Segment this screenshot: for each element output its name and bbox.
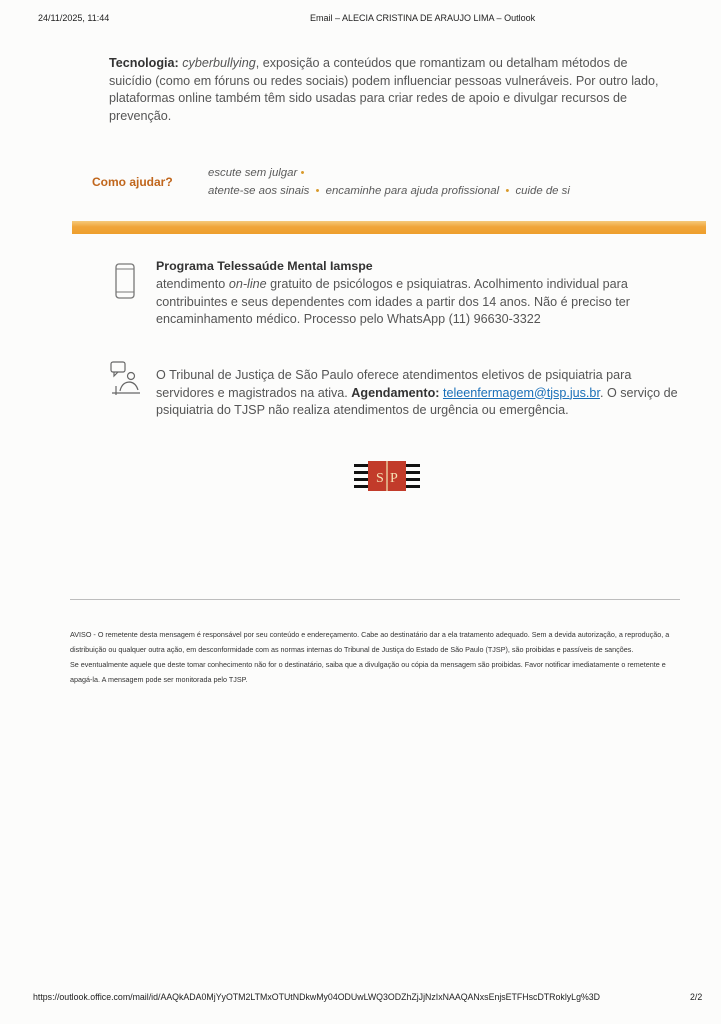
program-title: Programa Telessaúde Mental Iamspe: [156, 259, 373, 273]
help-item: cuide de si: [515, 185, 570, 197]
help-item: encaminhe para ajuda profissional: [325, 185, 500, 197]
section-divider: [72, 221, 706, 234]
tech-label: Tecnologia:: [109, 56, 179, 70]
tjsp-logo: [354, 455, 420, 497]
notice-paragraph-1: AVISO - O remetente desta mensagem é responsável por seu conteúdo e endereçamento. Cabe ao destinatário dar a ela tratamento adequado. Sem a devida autorização, a reprodução, a distribuição ou qualquer outra ação, em desconformidade com as normas internas do Tribunal de Justiça do Estado de São Paulo (TJSP), são proibidas e passíveis de sanções.: [70, 630, 670, 654]
smartphone-icon: [113, 263, 139, 301]
tech-paragraph: [109, 55, 669, 125]
notice-separator: [70, 599, 680, 600]
print-url: https://outlook.office.com/mail/id/AAQkADA0MjYyOTM2LTMxOTUtNDkwMy04ODUwLWQ3ODZhZjJjNzIxNAAQANxsEnjsETFHscDTRoklyLg%3D: [33, 992, 601, 1002]
help-item: escute sem julgar •: [208, 167, 305, 179]
print-page-number: 2/2: [690, 992, 703, 1002]
print-title: Email – ALECIA CRISTINA DE ARAUJO LIMA – Outlook: [310, 13, 536, 23]
psychology-consultation-icon: [108, 360, 144, 398]
tech-text: , exposição a conteúdos que romantizam ou detalham métodos de suicídio (como em fóruns ou redes sociais) podem influenciar pessoas vulneráveis. Por outro lado, plataformas online também têm sido usadas para criar redes de apoio e divulgar recursos de prevenção.: [109, 56, 659, 123]
schedule-email-link[interactable]: teleenfermagem@tjsp.jus.br: [442, 385, 600, 400]
help-title: Como ajudar?: [92, 175, 173, 189]
tribunal-paragraph: O Tribunal de Justiça de São Paulo oferece atendimentos eletivos de psiquiatria para servidores e magistrados na ativa. Agendamento: teleenfermagem@tjsp.jus.br. O serviço de psiquiatria do TJSP não realiza atendimentos de urgência ou emergência.: [156, 368, 678, 417]
legal-notice: [70, 627, 680, 687]
program-text: atendimento on-line gratuito de psicólogos e psiquiatras. Acolhimento individual para contribuintes e seus dependentes com idades a partir dos 14 anos. Não é preciso ter encaminhamento médico. Processo pelo WhatsApp (11) 96630-3322: [156, 277, 630, 326]
tech-term: cyberbullying: [182, 56, 256, 70]
svg-text:S: S: [376, 471, 384, 486]
help-item: atente-se aos sinais: [208, 185, 310, 197]
notice-paragraph-2: Se eventualmente aquele que deste tomar conhecimento não for o destinatário, saiba que a divulgação ou cópia da mensagem são proibidas. Favor notificar imediatamente o remetente e apagá-la. A mensagem pode ser monitorada pelo TJSP.: [70, 660, 666, 684]
help-items-row: atente-se aos sinais • encaminhe para ajuda profissional • cuide de si: [208, 185, 570, 197]
svg-text:P: P: [390, 471, 398, 486]
print-datetime: 24/11/2025, 11:44: [38, 13, 110, 23]
schedule-label: Agendamento:: [351, 385, 440, 400]
